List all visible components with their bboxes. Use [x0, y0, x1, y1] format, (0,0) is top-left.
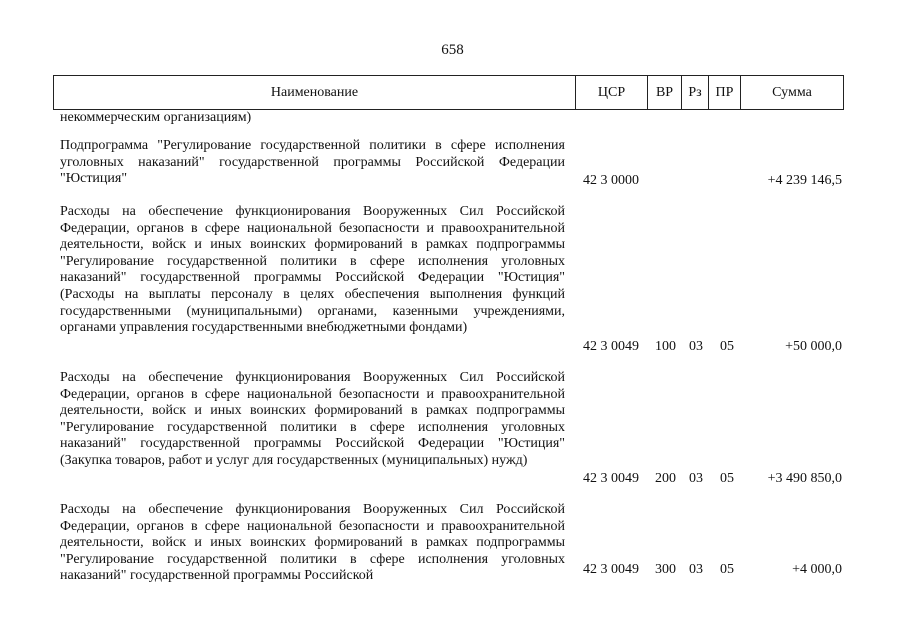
- header-sum: Сумма: [741, 76, 844, 110]
- header-csr: ЦСР: [576, 76, 648, 110]
- row-csr: 42 3 0049: [583, 339, 639, 354]
- row-pr: 05: [720, 562, 734, 577]
- row-pr: 05: [720, 339, 734, 354]
- row-vr: 300: [655, 562, 676, 577]
- page-number: 658: [441, 42, 464, 58]
- row-csr: 42 3 0049: [583, 471, 639, 486]
- row-sum: +4 239 146,5: [767, 173, 842, 188]
- header-name: Наименование: [54, 76, 576, 110]
- header-pr: ПР: [709, 76, 741, 110]
- row-sum: +50 000,0: [785, 339, 842, 354]
- row-name: Расходы на обеспечение функционирования Вооруженных Сил Российской Федерации, органов в сфере национальной безопасности и правоохранительной деятельности, войск и иных воинских формирований в рамках подпрограммы "Регулирование государственной политики в сфере исполнения уголовных наказаний" государственной программы Российской: [60, 502, 565, 584]
- row-sum: +3 490 850,0: [767, 471, 842, 486]
- row-vr: 100: [655, 339, 676, 354]
- row-sum: +4 000,0: [792, 562, 842, 577]
- row-name: Подпрограмма "Регулирование государственной политики в сфере исполнения уголовных наказаний" государственной программы Российской Федерации "Юстиция": [60, 138, 565, 187]
- row-csr: 42 3 0049: [583, 562, 639, 577]
- row-rz: 03: [689, 339, 703, 354]
- header-rz: Рз: [682, 76, 709, 110]
- carry-over-text: некоммерческим организациям): [60, 110, 252, 125]
- table-header: [53, 75, 844, 110]
- row-rz: 03: [689, 562, 703, 577]
- row-vr: 200: [655, 471, 676, 486]
- header-vr: ВР: [648, 76, 682, 110]
- row-name: Расходы на обеспечение функционирования Вооруженных Сил Российской Федерации, органов в сфере национальной безопасности и правоохранительной деятельности, войск и иных воинских формирований в рамках подпрограммы "Регулирование государственной политики в сфере исполнения уголовных наказаний" государственной программы Российской Федерации "Юстиция" (Расходы на выплаты персоналу в целях обеспечения выполнения функций государственными (муниципальными) органами, казенными учреждениями, органами управления государственными внебюджетными фондами): [60, 204, 565, 336]
- row-name: Расходы на обеспечение функционирования Вооруженных Сил Российской Федерации, органов в сфере национальной безопасности и правоохранительной деятельности, войск и иных воинских формирований в рамках подпрограммы "Регулирование государственной политики в сфере исполнения уголовных наказаний" государственной программы Российской Федерации "Юстиция" (Закупка товаров, работ и услуг для государственных (муниципальных) нужд): [60, 370, 565, 468]
- row-pr: 05: [720, 471, 734, 486]
- row-csr: 42 3 0000: [583, 173, 639, 188]
- row-rz: 03: [689, 471, 703, 486]
